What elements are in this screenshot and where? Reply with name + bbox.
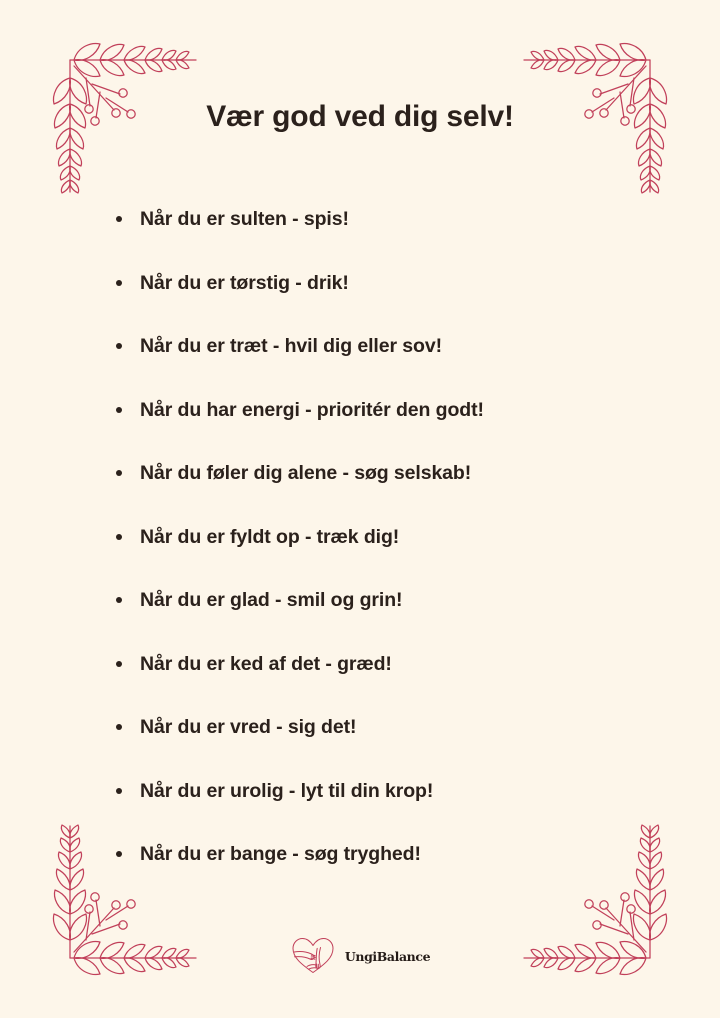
bullet-icon (116, 343, 122, 349)
list-item (112, 333, 672, 397)
bullet-icon (116, 534, 122, 540)
affirmation-list (112, 206, 672, 905)
list-item (112, 270, 672, 334)
list-item-label: Når du er træt - hvil dig eller sov! (140, 335, 442, 357)
list-item-label: Når du er glad - smil og grin! (140, 589, 403, 611)
bullet-icon (116, 216, 122, 222)
list-item (112, 651, 672, 715)
page-title: Vær god ved dig selv! (206, 100, 514, 133)
list-item (112, 460, 672, 524)
bullet-icon (116, 407, 122, 413)
list-item-label: Når du er sulten - spis! (140, 208, 349, 230)
list-item-label: Når du er vred - sig det! (140, 716, 357, 738)
list-item (112, 841, 672, 905)
bullet-icon (116, 788, 122, 794)
brand-name: UngiBalance (344, 949, 431, 964)
bullet-icon (116, 597, 122, 603)
footer-logo (0, 933, 720, 980)
bullet-icon (116, 661, 122, 667)
list-item-label: Når du er fyldt op - træk dig! (140, 525, 400, 548)
list-item-label: Når du er urolig - lyt til din krop! (140, 779, 434, 802)
heart-hug-icon (290, 933, 336, 980)
list-item (112, 778, 672, 842)
list-item (112, 397, 672, 461)
list-item-label: Når du er tørstig - drik! (140, 271, 349, 294)
list-item-label: Når du har energi - prioritér den godt! (140, 398, 484, 421)
list-item-label: Når du er ked af det - græd! (140, 652, 392, 675)
list-item (112, 587, 672, 651)
list-item (112, 206, 672, 270)
list-item-label: Når du er bange - søg tryghed! (140, 843, 421, 865)
bullet-icon (116, 470, 122, 476)
list-item-label: Når du føler dig alene - søg selskab! (140, 462, 472, 484)
list-item (112, 714, 672, 778)
bullet-icon (116, 851, 122, 857)
bullet-icon (116, 724, 122, 730)
list-item (112, 524, 672, 588)
bullet-icon (116, 280, 122, 286)
